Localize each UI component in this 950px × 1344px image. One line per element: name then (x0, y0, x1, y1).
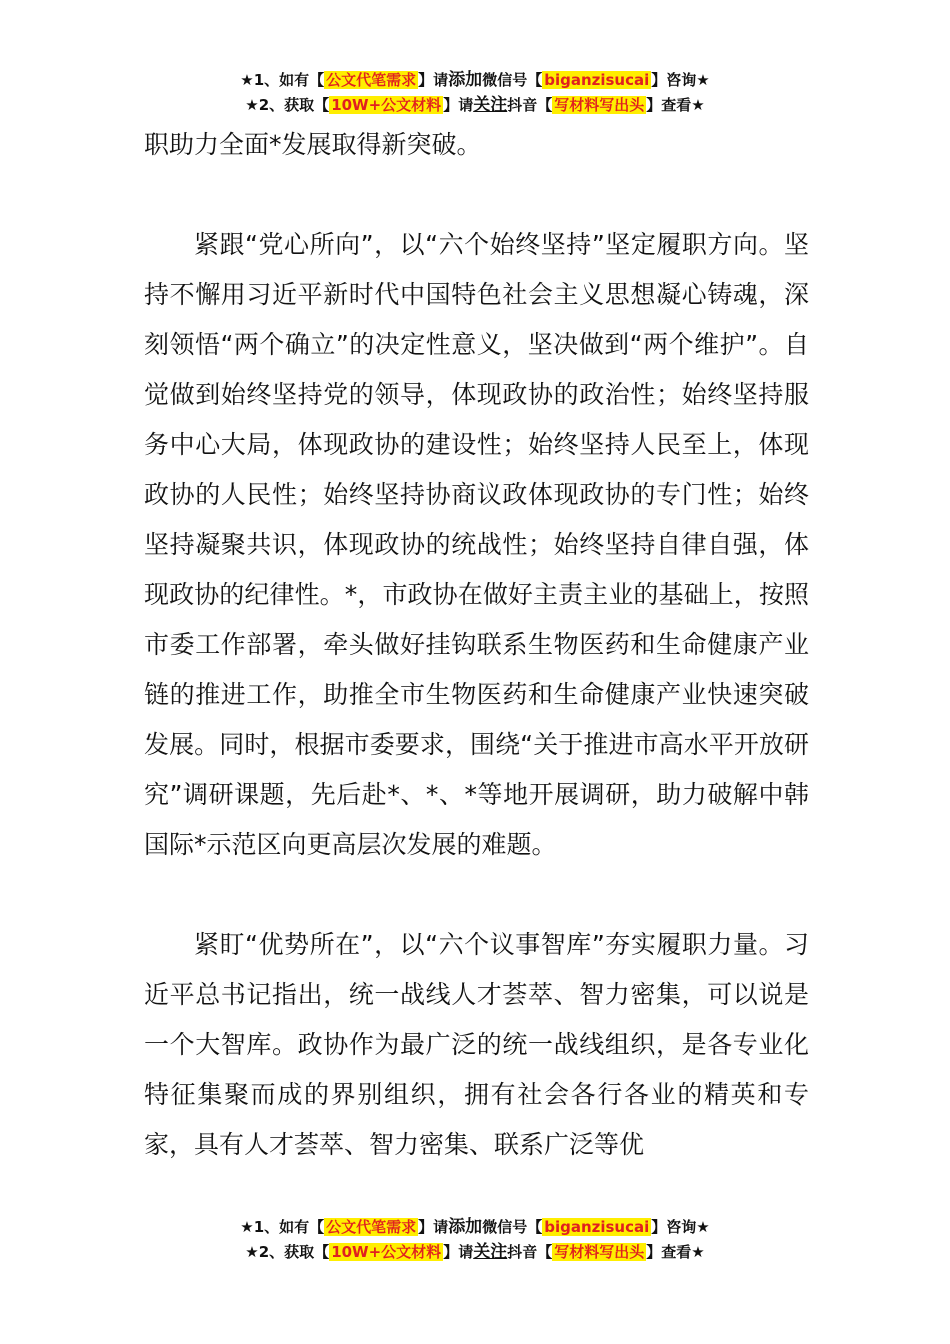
banner-highlight: 写材料写出头 (554, 1243, 645, 1261)
banner-text: 抖音【 (507, 1243, 553, 1261)
body-paragraph-2: 紧盯“优势所在”，以“六个议事智库”夯实履职力量。习近平总书记指出，统一战线人才荟萃、智力密集，可以说是一个大智库。政协作为最广泛的统一战线组织，是各专业化特征集聚而成的界别组织，拥有社会各行各业的精英和专家，具有人才荟萃、智力密集、联系广泛等优 (144, 930, 809, 1159)
banner-text: 】请 (443, 1243, 474, 1261)
banner-emphasis: 添加 (448, 1217, 483, 1237)
banner-highlight: biganzisucai (544, 71, 650, 89)
banner-text: 微信号【 (482, 71, 543, 89)
header-banner (0, 68, 950, 118)
banner-text: 】请 (418, 1218, 449, 1236)
paragraph-spacer (144, 170, 809, 220)
banner-text: 】查看★ (646, 1243, 705, 1261)
banner-text: 】咨询★ (651, 1218, 710, 1236)
banner-emphasis: 关注 (473, 95, 508, 115)
banner-highlight: 公文代笔需求 (326, 1218, 417, 1236)
banner-highlight: 10W+公文材料 (331, 96, 442, 114)
banner-text: 】咨询★ (651, 71, 710, 89)
banner-line-2 (0, 1240, 950, 1265)
banner-text: 】请 (418, 71, 449, 89)
banner-text: 】请 (443, 96, 474, 114)
footer-banner (0, 1215, 950, 1265)
banner-text: 微信号【 (482, 1218, 543, 1236)
banner-text: 】查看★ (646, 96, 705, 114)
document-body (144, 120, 809, 1170)
banner-emphasis: 添加 (448, 70, 483, 90)
banner-emphasis: 关注 (473, 1242, 508, 1262)
banner-line-1 (0, 68, 950, 93)
banner-text: 抖音【 (507, 96, 553, 114)
banner-line-1 (0, 1215, 950, 1240)
paragraph-spacer (144, 870, 809, 920)
banner-text: ★2、获取【 (245, 96, 330, 114)
banner-line-2 (0, 93, 950, 118)
banner-highlight: biganzisucai (544, 1218, 650, 1236)
banner-highlight: 写材料写出头 (554, 96, 645, 114)
banner-text: ★1、如有【 (240, 1218, 325, 1236)
continuation-paragraph: 职助力全面*发展取得新突破。 (144, 130, 482, 159)
banner-text: ★2、获取【 (245, 1243, 330, 1261)
body-paragraph-1: 紧跟“党心所向”，以“六个始终坚持”坚定履职方向。坚持不懈用习近平新时代中国特色社会主义思想凝心铸魂，深刻领悟“两个确立”的决定性意义，坚决做到“两个维护”。自觉做到始终坚持党的领导，体现政协的政治性；始终坚持服务中心大局，体现政协的建设性；始终坚持人民至上，体现政协的人民性；始终坚持协商议政体现政协的专门性；始终坚持凝聚共识，体现政协的统战性；始终坚持自律自强，体现政协的纪律性。*，市政协在做好主责主业的基础上，按照市委工作部署，牵头做好挂钩联系生物医药和生命健康产业链的推进工作，助推全市生物医药和生命健康产业快速突破发展。同时，根据市委要求，围绕“关于推进市高水平开放研究”调研课题，先后赴*、*、*等地开展调研，助力破解中韩国际*示范区向更高层次发展的难题。 (144, 230, 809, 859)
banner-highlight: 公文代笔需求 (326, 71, 417, 89)
banner-text: ★1、如有【 (240, 71, 325, 89)
banner-highlight: 10W+公文材料 (331, 1243, 442, 1261)
